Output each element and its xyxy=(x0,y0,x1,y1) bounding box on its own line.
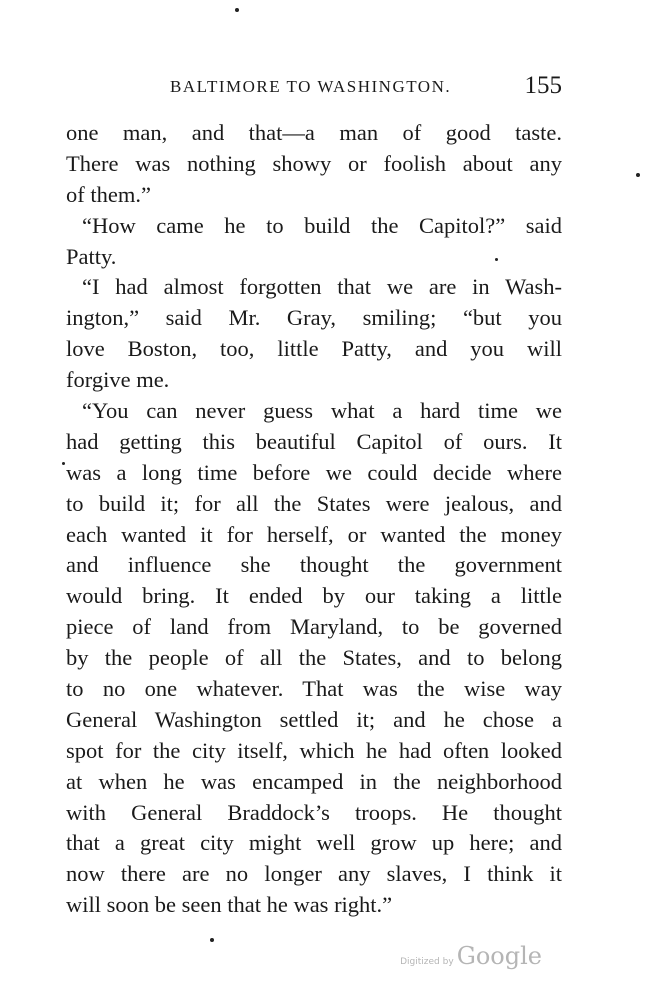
google-logo: Google xyxy=(456,942,542,970)
text-line: of them.” xyxy=(66,181,151,207)
text-line: love Boston, too, little Patty, and you will xyxy=(66,336,562,362)
text-line: at when he was encamped in the neighborhood xyxy=(66,768,562,794)
page-number: 155 xyxy=(524,72,562,99)
body-text xyxy=(66,118,562,921)
text-line: “You can never guess what a hard time we xyxy=(82,398,562,424)
text-line: with General Braddock’s troops. He thought xyxy=(66,799,562,825)
text-line: spot for the city itself, which he had often looked xyxy=(66,737,562,763)
text-line: ington,” said Mr. Gray, smiling; “but you xyxy=(66,305,562,331)
text-line: piece of land from Maryland, to be governed xyxy=(66,614,562,640)
text-line: “How came he to build the Capitol?” said xyxy=(82,212,562,238)
scan-speck xyxy=(636,173,640,177)
text-line: There was nothing showy or foolish about any xyxy=(66,150,562,176)
text-line: General Washington settled it; and he chose a xyxy=(66,706,562,732)
running-head xyxy=(66,74,562,102)
running-title: BALTIMORE TO WASHINGTON. xyxy=(170,77,452,96)
text-line: each wanted it for herself, or wanted the money xyxy=(66,521,562,547)
text-line: now there are no longer any slaves, I think it xyxy=(66,861,562,887)
text-line: was a long time before we could decide where xyxy=(66,459,562,485)
scan-speck xyxy=(495,258,498,261)
text-line: by the people of all the States, and to belong xyxy=(66,645,562,671)
text-line: one man, and that—a man of good taste. xyxy=(66,120,562,145)
text-line: “I had almost forgotten that we are in Wash- xyxy=(82,274,562,300)
text-line: Patty. xyxy=(66,243,117,269)
text-line: to build it; for all the States were jealous, and xyxy=(66,490,562,516)
watermark-prefix: Digitized by xyxy=(400,957,454,967)
text-line: and influence she thought the government xyxy=(66,552,562,578)
text-line: would bring. It ended by our taking a little xyxy=(66,583,562,609)
text-line: that a great city might well grow up here; and xyxy=(66,830,562,856)
text-line: forgive me. xyxy=(66,367,170,393)
text-line: to no one whatever. That was the wise way xyxy=(66,676,562,702)
scan-speck xyxy=(210,938,214,942)
text-line: had getting this beautiful Capitol of ours. It xyxy=(66,428,562,454)
digitized-watermark xyxy=(400,942,542,970)
text-line: will soon be seen that he was right.” xyxy=(66,892,393,918)
scan-speck xyxy=(62,462,65,465)
scan-speck xyxy=(235,8,239,12)
